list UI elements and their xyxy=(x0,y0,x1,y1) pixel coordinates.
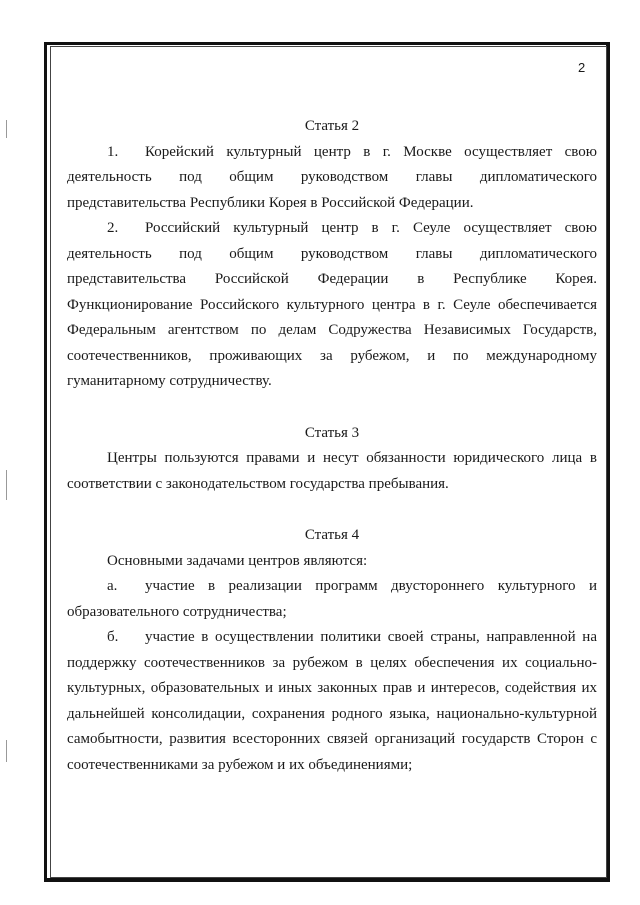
article-2-item-1 xyxy=(67,140,597,217)
item-marker: 2. xyxy=(107,220,119,236)
item-marker: б. xyxy=(107,629,119,645)
article-4-intro: Основными задачами центров являются: xyxy=(107,552,368,569)
item-text: Российский культурный центр в г. Сеуле осуществляет свою деятельность под общим руководством главы дипломатического представительства Российской Федерации в Республике Корея. Функционирование Российского культурного центра в г. Сеуле обеспечивается Федеральным агентством по делам Содружества Независимых Государств, соотечественников, проживающих за рубежом, и по международному гуманитарному сотрудничеству. xyxy=(67,220,597,389)
article-2-heading: Статья 2 xyxy=(304,118,360,134)
scan-mark xyxy=(6,470,7,500)
scan-mark xyxy=(6,740,7,762)
item-text: участие в осуществлении политики своей страны, направленной на поддержку соотечественников за рубежом в целях обеспечения их социально-культурных, образовательных и иных законных прав и интересов, содействия их дальнейшей консолидации, сохранения родного языка, национально-культурной самобытности, развития всесторонних связей организаций государств Сторон с соотечественниками за рубежом и их объединениями; xyxy=(67,629,597,773)
article-3-text: Центры пользуются правами и несут обязанности юридического лица в соответствии с законодательством государства пребывания. xyxy=(67,450,597,492)
article-3-heading: Статья 3 xyxy=(304,424,360,441)
scan-mark xyxy=(6,120,7,138)
item-marker: а. xyxy=(107,578,118,594)
article-4-heading: Статья 4 xyxy=(304,527,360,543)
page-number: 2 xyxy=(578,60,586,75)
article-4-item-b xyxy=(67,625,597,778)
item-text: участие в реализации программ двустороннего культурного и образовательного сотрудничества; xyxy=(67,578,597,620)
item-marker: 1. xyxy=(107,143,119,160)
document-body xyxy=(67,114,597,778)
item-text: Корейский культурный центр в г. Москве осуществляет свою деятельность под общим руководством главы дипломатического представительства Республики Корея в Российской Федерации. xyxy=(67,143,597,211)
article-4-item-a xyxy=(67,574,597,625)
article-2-item-2 xyxy=(67,216,597,395)
